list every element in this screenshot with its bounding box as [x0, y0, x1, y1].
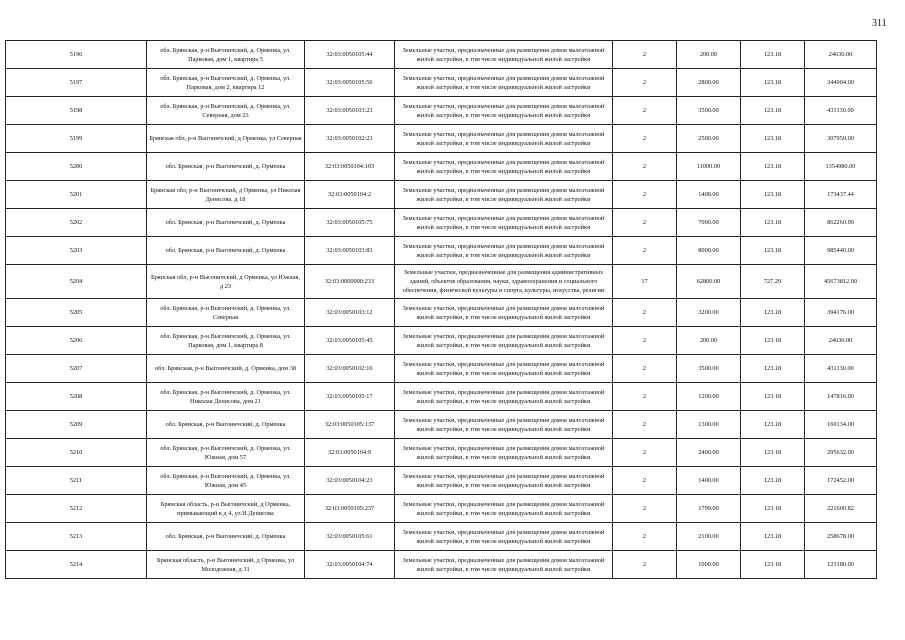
cadastral-number-cell: 32:03:0050103:23 [305, 97, 395, 125]
row-number: 5211 [6, 467, 147, 495]
unit-value-cell: 123.18 [741, 97, 805, 125]
land-use-cell: Земельные участки, предназначенные для размещения домов малоэтажной жилой застройки, в том числе индивидуальной жилой застройки [395, 383, 613, 411]
cadastral-number-cell: 32:03:0000000:233 [305, 265, 395, 299]
address-cell: обл. Брянская, р-н Выгоничский, д. Орменка, ул. Парковая, дом 1, квартира 5 [147, 41, 305, 69]
table-row [6, 551, 877, 579]
unit-value-cell: 123.18 [741, 209, 805, 237]
row-number: 5204 [6, 265, 147, 299]
row-number: 5207 [6, 355, 147, 383]
row-number: 5201 [6, 181, 147, 209]
row-number: 5198 [6, 97, 147, 125]
address-cell: обл. Брянская, р-н Выгоничский, д. Орменка, дом 38 [147, 355, 305, 383]
land-use-cell: Земельные участки, предназначенные для размещения домов малоэтажной жилой застройки, в том числе индивидуальной жилой застройки [395, 41, 613, 69]
land-use-cell: Земельные участки, предназначенные для размещения домов малоэтажной жилой застройки, в том числе индивидуальной жилой застройки [395, 153, 613, 181]
area-cell: 1000.00 [677, 551, 741, 579]
row-number: 5197 [6, 69, 147, 97]
table-row [6, 467, 877, 495]
cadastral-value-cell: 258678.00 [805, 523, 877, 551]
unit-value-cell: 727.29 [741, 265, 805, 299]
address-cell: обл. Брянская, р-н Выгоничский, д. Орменка, ул. Парковая, дом 1, квартира 8 [147, 327, 305, 355]
cadastral-number-cell: 32:03:0050104:2 [305, 181, 395, 209]
table-row [6, 181, 877, 209]
unit-value-cell: 123.18 [741, 41, 805, 69]
group-code-cell: 2 [613, 439, 677, 467]
cadastral-value-cell: 431130.00 [805, 97, 877, 125]
unit-value-cell: 123.18 [741, 299, 805, 327]
unit-value-cell: 123.18 [741, 523, 805, 551]
cadastral-value-cell: 307950.00 [805, 125, 877, 153]
table-row [6, 153, 877, 181]
cadastral-number-cell: 32:03:0050105:75 [305, 209, 395, 237]
cadastral-number-cell: 32:03:0050105:56 [305, 69, 395, 97]
table-row [6, 523, 877, 551]
area-cell: 2500.00 [677, 125, 741, 153]
address-cell: обл. Брянская, р-н Выгоничский, д. Орменка, ул. Николая Денисова, дом 21 [147, 383, 305, 411]
address-cell: обл. Брянская, р-н Выгоничский, д. Орменка [147, 411, 305, 439]
row-number: 5200 [6, 153, 147, 181]
unit-value-cell: 123.18 [741, 495, 805, 523]
row-number: 5203 [6, 237, 147, 265]
address-cell: Брянская обл, р-н Выгоничский, д Орменка, ул Южная, д 23 [147, 265, 305, 299]
area-cell: 1200.00 [677, 383, 741, 411]
unit-value-cell: 123.18 [741, 181, 805, 209]
group-code-cell: 2 [613, 153, 677, 181]
table-row [6, 355, 877, 383]
cadastral-number-cell: 32:03:0050103:12 [305, 299, 395, 327]
cadastral-value-cell: 123180.00 [805, 551, 877, 579]
land-use-cell: Земельные участки, предназначенные для размещения домов малоэтажной жилой застройки, в том числе индивидуальной жилой застройки [395, 467, 613, 495]
unit-value-cell: 123.18 [741, 327, 805, 355]
cadastral-value-cell: 221600.82 [805, 495, 877, 523]
cadastral-value-cell: 344904.00 [805, 69, 877, 97]
group-code-cell: 2 [613, 327, 677, 355]
land-use-cell: Земельные участки, предназначенные для размещения домов малоэтажной жилой застройки, в том числе индивидуальной жилой застройки [395, 237, 613, 265]
unit-value-cell: 123.18 [741, 237, 805, 265]
area-cell: 1400.00 [677, 467, 741, 495]
address-cell: обл. Брянская, р-н Выгоничский, д. Орменка, ул. Южная, дом 57 [147, 439, 305, 467]
area-cell: 1300.00 [677, 411, 741, 439]
address-cell: обл. Брянская, р-н Выгоничский, д. Орменка, ул. Южная, дом 45 [147, 467, 305, 495]
cadastral-value-cell: 160134.00 [805, 411, 877, 439]
cadastral-number-cell: 32:03:0050103:83 [305, 237, 395, 265]
area-cell: 7000.00 [677, 209, 741, 237]
land-use-cell: Земельные участки, предназначенные для размещения домов малоэтажной жилой застройки, в том числе индивидуальной жилой застройки [395, 69, 613, 97]
cadastral-number-cell: 32:03:0050104:23 [305, 467, 395, 495]
unit-value-cell: 123.18 [741, 439, 805, 467]
area-cell: 2400.00 [677, 439, 741, 467]
unit-value-cell: 123.18 [741, 467, 805, 495]
unit-value-cell: 123.18 [741, 125, 805, 153]
group-code-cell: 2 [613, 383, 677, 411]
group-code-cell: 2 [613, 209, 677, 237]
table-row [6, 209, 877, 237]
group-code-cell: 2 [613, 237, 677, 265]
row-number: 5214 [6, 551, 147, 579]
row-number: 5209 [6, 411, 147, 439]
land-use-cell: Земельные участки, предназначенные для размещения домов малоэтажной жилой застройки, в том числе индивидуальной жилой застройки [395, 411, 613, 439]
unit-value-cell: 123.18 [741, 69, 805, 97]
area-cell: 1408.00 [677, 181, 741, 209]
table-row [6, 41, 877, 69]
cadastral-value-cell: 431130.00 [805, 355, 877, 383]
table-row [6, 495, 877, 523]
cadastral-value-cell: 985440.00 [805, 237, 877, 265]
land-use-cell: Земельные участки, предназначенные для размещения домов малоэтажной жилой застройки, в том числе индивидуальной жилой застройки [395, 299, 613, 327]
cadastral-number-cell: 32:03:0050105:17 [305, 383, 395, 411]
land-use-cell: Земельные участки, предназначенные для размещения домов малоэтажной жилой застройки, в том числе индивидуальной жилой застройки [395, 327, 613, 355]
address-cell: обл. Брянская, р-н Выгоничский, д. Орменка [147, 209, 305, 237]
area-cell: 3500.00 [677, 97, 741, 125]
row-number: 5202 [6, 209, 147, 237]
table-row [6, 125, 877, 153]
cadastral-value-cell: 173437.44 [805, 181, 877, 209]
land-use-cell: Земельные участки, предназначенные для размещения домов малоэтажной жилой застройки, в том числе индивидуальной жилой застройки [395, 181, 613, 209]
group-code-cell: 2 [613, 97, 677, 125]
unit-value-cell: 123.18 [741, 551, 805, 579]
land-use-cell: Земельные участки, предназначенные для размещения домов малоэтажной жилой застройки, в том числе индивидуальной жилой застройки [395, 495, 613, 523]
cadastral-number-cell: 32:03:0050102:10 [305, 355, 395, 383]
land-use-cell: Земельные участки, предназначенные для размещения домов малоэтажной жилой застройки, в том числе индивидуальной жилой застройки [395, 439, 613, 467]
group-code-cell: 2 [613, 523, 677, 551]
cadastral-value-cell: 172452.00 [805, 467, 877, 495]
table-row [6, 411, 877, 439]
cadastral-number-cell: 32:03:0050104:9 [305, 439, 395, 467]
address-cell: Брянская область, р-н Выгоничский, д Орменка, ул Молодежная, д 31 [147, 551, 305, 579]
address-cell: обл. Брянская, р-н Выгоничский, д. Орменка [147, 153, 305, 181]
row-number: 5208 [6, 383, 147, 411]
cadastral-number-cell: 32:03:0050104:103 [305, 153, 395, 181]
group-code-cell: 2 [613, 69, 677, 97]
table-row [6, 439, 877, 467]
row-number: 5210 [6, 439, 147, 467]
address-cell: обл. Брянская, р-н Выгоничский, д. Орменка [147, 523, 305, 551]
area-cell: 11000.00 [677, 153, 741, 181]
cadastral-value-cell: 24636.00 [805, 41, 877, 69]
cadastral-number-cell: 32:03:0050105:44 [305, 41, 395, 69]
area-cell: 1799.00 [677, 495, 741, 523]
group-code-cell: 2 [613, 467, 677, 495]
address-cell: обл. Брянская, р-н Выгоничский, д. Орменка, ул. Парковая, дом 2, квартира 12 [147, 69, 305, 97]
address-cell: Брянская обл, р-н Выгоничский, д Орменка, ул Николая Денисова, д 18 [147, 181, 305, 209]
table-row [6, 299, 877, 327]
group-code-cell: 2 [613, 495, 677, 523]
cadastral-value-cell: 394176.00 [805, 299, 877, 327]
unit-value-cell: 123.18 [741, 153, 805, 181]
group-code-cell: 2 [613, 551, 677, 579]
cadastral-number-cell: 32:03:0050105:137 [305, 411, 395, 439]
area-cell: 3200.00 [677, 299, 741, 327]
group-code-cell: 2 [613, 125, 677, 153]
group-code-cell: 17 [613, 265, 677, 299]
land-use-cell: Земельные участки, предназначенные для размещения домов малоэтажной жилой застройки, в том числе индивидуальной жилой застройки [395, 209, 613, 237]
cadastral-value-cell: 24636.00 [805, 327, 877, 355]
cadastral-value-cell: 862260.00 [805, 209, 877, 237]
cadastral-value-cell: 147816.00 [805, 383, 877, 411]
cadastral-number-cell: 32:03:0050102:23 [305, 125, 395, 153]
table-row [6, 97, 877, 125]
unit-value-cell: 123.18 [741, 355, 805, 383]
table-row [6, 265, 877, 299]
table-row [6, 383, 877, 411]
area-cell: 200.00 [677, 327, 741, 355]
table-row [6, 237, 877, 265]
cadastral-number-cell: 32:03:0050105:61 [305, 523, 395, 551]
land-use-cell: Земельные участки, предназначенные для размещения административных зданий, объектов образования, науки, здравоохранения и социального обеспечения, физической культуры и спорта, культуры, искусства, религии [395, 265, 613, 299]
cadastral-number-cell: 32:03:0050105:237 [305, 495, 395, 523]
row-number: 5206 [6, 327, 147, 355]
unit-value-cell: 123.18 [741, 383, 805, 411]
area-cell: 8000.00 [677, 237, 741, 265]
land-use-cell: Земельные участки, предназначенные для размещения домов малоэтажной жилой застройки, в том числе индивидуальной жилой застройки [395, 97, 613, 125]
group-code-cell: 2 [613, 41, 677, 69]
cadastral-value-cell: 1354980.00 [805, 153, 877, 181]
cadastral-value-cell: 45673812.00 [805, 265, 877, 299]
group-code-cell: 2 [613, 411, 677, 439]
row-number: 5212 [6, 495, 147, 523]
land-use-cell: Земельные участки, предназначенные для размещения домов малоэтажной жилой застройки, в том числе индивидуальной жилой застройки [395, 125, 613, 153]
group-code-cell: 2 [613, 181, 677, 209]
land-use-cell: Земельные участки, предназначенные для размещения домов малоэтажной жилой застройки, в том числе индивидуальной жилой застройки [395, 551, 613, 579]
row-number: 5205 [6, 299, 147, 327]
area-cell: 2800.00 [677, 69, 741, 97]
cadastral-number-cell: 32:03:0050105:45 [305, 327, 395, 355]
land-parcels-table [5, 40, 877, 579]
address-cell: обл. Брянская, р-н Выгоничский, д. Орменка, ул. Северная, дом 23 [147, 97, 305, 125]
unit-value-cell: 123.18 [741, 411, 805, 439]
address-cell: Брянская область, р-н Выгоничский, д Орменка, примыкающий к д 4, ул.Н.Денисова [147, 495, 305, 523]
address-cell: Брянская обл, р-н Выгоничский, д Орменка, ул Северная [147, 125, 305, 153]
row-number: 5196 [6, 41, 147, 69]
area-cell: 2100.00 [677, 523, 741, 551]
cadastral-number-cell: 32:03:0050104:74 [305, 551, 395, 579]
table-row [6, 69, 877, 97]
table-row [6, 327, 877, 355]
address-cell: обл. Брянская, р-н Выгоничский, д. Орменка, ул. Северная [147, 299, 305, 327]
area-cell: 62800.00 [677, 265, 741, 299]
page-number: 311 [872, 18, 887, 29]
row-number: 5213 [6, 523, 147, 551]
cadastral-value-cell: 295632.00 [805, 439, 877, 467]
address-cell: обл. Брянская, р-н Выгоничский, д. Орменка [147, 237, 305, 265]
area-cell: 3500.00 [677, 355, 741, 383]
group-code-cell: 2 [613, 299, 677, 327]
area-cell: 200.00 [677, 41, 741, 69]
row-number: 5199 [6, 125, 147, 153]
group-code-cell: 2 [613, 355, 677, 383]
land-use-cell: Земельные участки, предназначенные для размещения домов малоэтажной жилой застройки, в том числе индивидуальной жилой застройки [395, 355, 613, 383]
land-use-cell: Земельные участки, предназначенные для размещения домов малоэтажной жилой застройки, в том числе индивидуальной жилой застройки [395, 523, 613, 551]
